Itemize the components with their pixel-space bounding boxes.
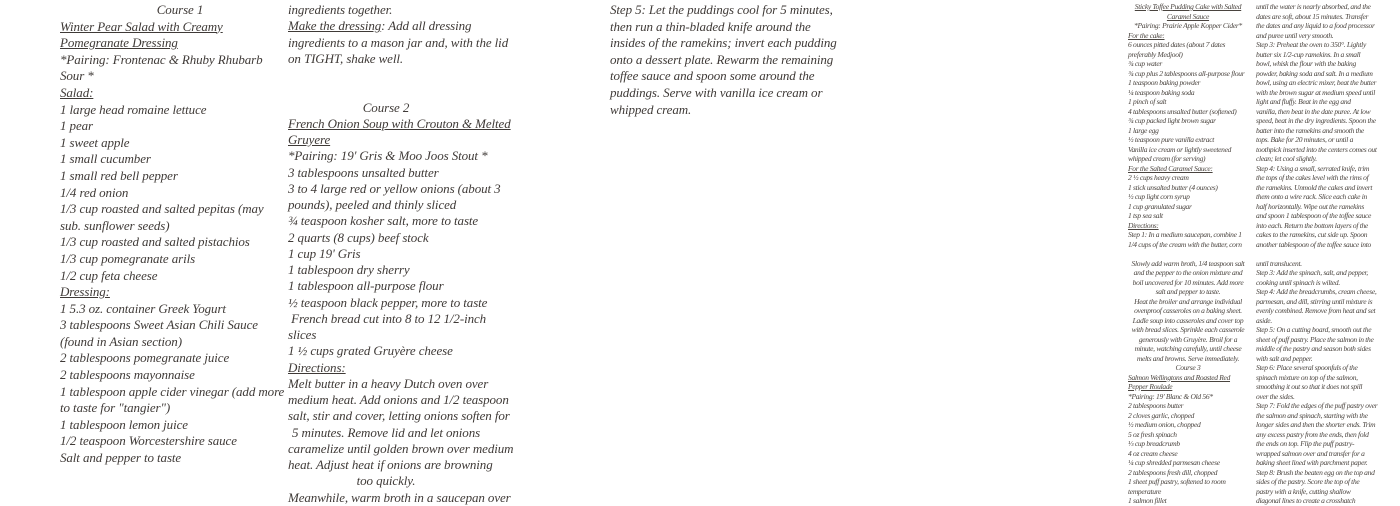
text-line: until the water is nearly absorbed, and the — [1256, 2, 1371, 11]
text-line: sheet of puff pastry. Place the salmon in the — [1256, 334, 1374, 344]
text-line: vanilla, then beat in the date puree. At low — [1256, 106, 1371, 116]
text-line: Step 8: Brush the beaten egg on the top and — [1256, 467, 1375, 477]
text-line: tops. Bake for 20 minutes, or until a — [1256, 135, 1354, 144]
text-line: until translucent. — [1256, 258, 1302, 268]
text-line: Sour * — [60, 68, 94, 84]
text-line: toffee sauce and spoon some around the — [610, 68, 815, 84]
text-line: pastry with a knife, cutting shallow — [1256, 486, 1351, 496]
text-line: cakes to the ramekins, cut side up. Spoon — [1256, 230, 1368, 239]
text-line: 1/3 cup roasted and salted pepitas (may — [60, 201, 264, 217]
text-line: too quickly. — [356, 473, 416, 489]
text-line: Heat the broiler and arrange individual — [1134, 296, 1242, 306]
text-line: 2 tablespoons butter — [1128, 401, 1184, 410]
text-line — [1128, 249, 1248, 259]
text-line: 2 tablespoons pomegranate juice — [60, 350, 230, 366]
text-line: the salmon and spinach, starting with the — [1256, 410, 1368, 420]
text-line: French bread cut into 8 to 12 1/2-inch — [288, 310, 487, 326]
text-line: 1 teaspoon baking powder — [1128, 78, 1201, 87]
text-line: into each. Return the bottom layers of the — [1256, 220, 1368, 230]
text-line: For the cake: — [1128, 30, 1165, 40]
text-line: another tablespoon of the toffee sauce into — [1256, 239, 1371, 249]
text-line: onto a dessert plate. Rewarm the remaining — [610, 51, 834, 67]
text-line: on TIGHT, shake well. — [288, 50, 404, 66]
text-line: 1 stick unsalted butter (4 ounces) — [1128, 182, 1218, 192]
text-line: heat. Adjust heat if onions are browning — [288, 457, 493, 472]
text-line: smoothing it out so that it does not spill — [1256, 382, 1363, 391]
text-line: 1 pear — [60, 118, 93, 134]
text-line: half horizontally. Wipe out the ramekins — [1256, 201, 1364, 211]
text-line: 1 ½ cups grated Gruyère cheese — [288, 343, 453, 359]
text-line: powder, baking soda and salt. In a medium — [1256, 68, 1373, 78]
text-line: Course 1 — [156, 2, 204, 17]
text-line: Course 3 — [1175, 363, 1201, 372]
text-line: ovenproof casseroles on a baking sheet. — [1134, 306, 1242, 315]
text-line: 5 oz fresh spinach — [1128, 429, 1177, 439]
text-line: Directions: — [288, 359, 346, 375]
text-line: and puree until very smooth. — [1256, 30, 1334, 40]
text-line: 2 tablespoons fresh dill, chopped — [1128, 467, 1218, 477]
text-line: caramelize until golden brown over medium — [288, 440, 514, 456]
text-line: 1 small red bell pepper — [60, 167, 178, 183]
text-line: 2 quarts (8 cups) beef stock — [288, 229, 429, 245]
text-line: Sticky Toffee Pudding Cake with Salted — [1134, 2, 1242, 11]
text-line: 4 tablespoons unsalted butter (softened) — [1128, 106, 1237, 116]
text-line: insides of the ramekins; invert each pudding — [610, 35, 837, 51]
dessert-step5-column — [610, 2, 836, 118]
text-line: 1 tablespoon all-purpose flour — [288, 278, 444, 294]
text-line — [1256, 249, 1374, 259]
text-line: Winter Pear Salad with Creamy — [60, 18, 223, 34]
text-line: Pepper Roulade — [1128, 382, 1173, 391]
text-line: with the brown sugar at medium speed until — [1256, 87, 1375, 97]
text-line: ½ cup light corn syrup — [1128, 192, 1190, 201]
text-line: the ramekins. Unmold the cakes and invert — [1256, 182, 1373, 192]
text-line: 1/3 cup pomegranate arils — [60, 250, 196, 266]
text-line: 4 oz cream cheese — [1128, 448, 1178, 458]
text-line: 2 ½ cups heavy cream — [1128, 173, 1189, 182]
text-line: ½ teaspoon black pepper, more to taste — [288, 294, 488, 310]
text-line: *Pairing: Prairie Apple Kopper Cider* — [1134, 21, 1242, 30]
text-line: ⅓ cup breadcrumb — [1128, 439, 1180, 448]
text-line: Step 7: Fold the edges of the puff pastry over — [1256, 401, 1378, 410]
text-line: 1 tablespoon apple cider vinegar (add more — [60, 383, 285, 399]
text-line: 2 tablespoons mayonnaise — [60, 367, 195, 383]
text-line: dates are soft, about 15 minutes. Transfer — [1256, 11, 1369, 21]
text-line: Melt butter in a heavy Dutch oven over — [288, 375, 489, 391]
text-line: 1 cup granulated sugar — [1128, 201, 1192, 211]
text-line: and the pepper to the onion mixture and — [1133, 268, 1243, 277]
text-line: 3 tablespoons Sweet Asian Chili Sauce — [60, 317, 258, 333]
text-line: Slowly add warm broth, 1/4 teaspoon salt — [1131, 258, 1245, 268]
text-line: bowl, using an electric mixer, beat the butter — [1256, 78, 1377, 87]
text-line: Step 3: Preheat the oven to 350°. Lightly — [1256, 40, 1366, 49]
text-line: *Pairing: 19' Blanc & Old 56* — [1128, 391, 1213, 401]
text-line: 3 tablespoons unsalted butter — [288, 164, 439, 180]
text-line: butter six 1/2-cup ramekins. In a small — [1256, 49, 1361, 59]
text-line: longer sides and then the shorter ends. Trim — [1256, 420, 1376, 429]
text-line: 1/4 red onion — [60, 184, 129, 200]
text-line: 6 ounces pitted dates (about 7 dates — [1128, 40, 1226, 49]
text-line: Meanwhile, warm broth in a saucepan over — [288, 489, 511, 505]
text-line: ¼ teaspoon baking soda — [1128, 87, 1195, 97]
course-1-salad-column — [60, 2, 300, 467]
text-line: middle of the pastry and season both sides — [1256, 344, 1371, 353]
text-line: Course 2 — [362, 99, 410, 115]
text-line: puddings. Serve with vanilla ice cream or — [610, 84, 823, 100]
text-line: minute, watching carefully, until cheese — [1134, 344, 1242, 353]
text-line: (found in Asian section) — [60, 333, 182, 349]
text-line: 1 large egg — [1128, 125, 1159, 135]
text-line: over the sides. — [1256, 391, 1295, 401]
text-line: Step 6: Place several spoonfuls of the — [1256, 363, 1358, 372]
text-line: 3 to 4 large red or yellow onions (about 3 — [288, 180, 501, 196]
text-line: 1/4 cups of the cream with the butter, corn — [1128, 239, 1242, 249]
text-line: Step 4: Using a small, serrated knife, trim — [1256, 163, 1370, 173]
text-line: Gruyere — [288, 132, 331, 147]
text-line: speed, beat in the dry ingredients. Spoon the — [1256, 116, 1376, 125]
text-line: ¾ cup plus 2 tablespoons all-purpose flour — [1128, 68, 1245, 78]
text-line: whipped cream. — [610, 101, 692, 117]
text-line: Ladle soup into casseroles and cover top — [1132, 315, 1244, 325]
text-line: Vanilla ice cream or lightly sweetened — [1128, 144, 1232, 154]
text-line: the ends on top. Flip the puff pastry- — [1256, 439, 1355, 448]
text-line: the dates and any liquid to a food processor — [1256, 21, 1375, 30]
text-line: the tops of the cakes level with the rims of — [1256, 173, 1369, 182]
text-line: cooking until spinach is wilted. — [1256, 277, 1340, 287]
text-line: wrapped salmon over and transfer for a — [1256, 448, 1365, 458]
text-line: 1/3 cup roasted and salted pistachios — [60, 234, 250, 250]
text-line: whipped cream (for serving) — [1128, 154, 1206, 163]
text-line: Step 5: On a cutting board, smooth out the — [1256, 325, 1372, 334]
text-line: 1 small cucumber — [60, 151, 151, 167]
text-line: with bread slices. Sprinkle each casserole — [1131, 325, 1245, 334]
text-line: ½ medium onion, chopped — [1128, 420, 1201, 429]
text-line: ½ teaspoon pure vanilla extract — [1128, 135, 1215, 144]
text-line: evenly combined. Remove from heat and set — [1256, 306, 1376, 315]
text-line: baking sheet lined with parchment paper. — [1256, 458, 1368, 467]
text-line: diagonal lines to create a crosshatch — [1256, 496, 1356, 505]
text-line: Salt and pepper to taste — [60, 450, 182, 466]
text-line: 1 pinch of salt — [1128, 97, 1167, 106]
text-line: ¾ teaspoon kosher salt, more to taste — [288, 213, 479, 229]
text-line: spinach mixture on top of the salmon, — [1256, 372, 1358, 382]
text-line: Salmon Wellingtons and Roasted Red — [1128, 372, 1231, 382]
text-line: Step 5: Let the puddings cool for 5 minutes, — [610, 2, 833, 17]
text-line: to taste for "tangier") — [60, 400, 171, 416]
text-line: French Onion Soup with Crouton & Melted — [288, 115, 511, 131]
text-line: 1 large head romaine lettuce — [60, 101, 207, 117]
text-line: 5 minutes. Remove lid and let onions — [291, 424, 481, 440]
text-line: Step 3: Add the spinach, salt, and pepper, — [1256, 268, 1368, 277]
text-line: with salt and pepper. — [1256, 353, 1313, 363]
text-line: 2 cloves garlic, chopped — [1128, 410, 1195, 420]
text-line: pounds), peeled and thinly sliced — [288, 197, 457, 212]
text-line: 1 tablespoon lemon juice — [60, 416, 188, 432]
text-line — [288, 67, 484, 83]
text-line: Pomegranate Dressing — [60, 35, 178, 51]
text-line: 1 tablespoon dry sherry — [288, 262, 410, 277]
sticky-toffee-and-course-3-column — [1128, 2, 1248, 506]
text-line: salt, stir and cover, letting onions soften for — [288, 408, 510, 424]
text-line: aside. — [1256, 315, 1272, 325]
text-line: then run a thin-bladed knife around the — [610, 18, 811, 34]
text-line: *Pairing: Frontenac & Rhuby Rhubarb — [60, 51, 263, 67]
text-line: Salad: — [60, 84, 94, 100]
text-line: *Pairing: 19' Gris & Moo Joos Stout * — [288, 148, 488, 164]
text-line: 1 salmon fillet — [1128, 496, 1167, 505]
course-2-soup-column — [288, 2, 514, 506]
text-line: clean; let cool slightly. — [1256, 154, 1317, 163]
text-line: Step 4: Add the breadcrumbs, cream cheese, — [1256, 287, 1377, 296]
text-line: 1 cup 19' Gris — [288, 245, 361, 261]
text-line: salt and pepper to taste. — [1155, 287, 1221, 296]
text-line: and spoon 1 tablespoon of the toffee sauce — [1256, 211, 1372, 220]
text-line: Make the dressing: Add all dressing — [288, 18, 472, 34]
text-line: temperature — [1128, 486, 1162, 496]
text-line: 1 tsp sea salt — [1128, 211, 1163, 220]
text-line: Step 1: In a medium saucepan, combine 1 — [1128, 230, 1242, 239]
text-line: 1 sheet puff pastry, softened to room — [1128, 477, 1226, 486]
text-line: 1 sweet apple — [60, 134, 130, 150]
text-line: Dressing: — [60, 284, 110, 300]
text-line: ¼ cup shredded parmesan cheese — [1128, 458, 1220, 467]
text-line: sub. sunflower seeds) — [60, 217, 170, 233]
text-line: boil uncovered for 10 minutes. Add more — [1132, 277, 1244, 287]
text-line: ¾ cup water — [1128, 59, 1162, 68]
text-line: Directions: — [1128, 220, 1159, 230]
text-line: generously with Gruyère. Broil for a — [1138, 334, 1238, 344]
text-line: preferably Medjool) — [1128, 49, 1183, 59]
text-line: ¾ cup packed light brown sugar — [1128, 116, 1216, 125]
text-line: any excess pastry from the ends, then fold — [1256, 429, 1369, 439]
text-line: Caramel Sauce — [1166, 11, 1210, 21]
text-line: 1/2 cup feta cheese — [60, 267, 158, 283]
text-line: batter into the ramekins and smooth the — [1256, 125, 1364, 135]
text-line: medium heat. Add onions and 1/2 teaspoon — [288, 392, 509, 407]
text-line: slices — [288, 327, 317, 342]
text-line: For the Salted Caramel Sauce: — [1128, 163, 1213, 173]
text-line: sides of the pastry. Score the top of the — [1256, 477, 1360, 486]
text-line: bowl, whisk the flour with the baking — [1256, 59, 1356, 68]
text-line: them onto a wire rack. Slice each cake in — [1256, 192, 1367, 201]
text-line: parmesan, and dill, stirring until mixture is — [1256, 296, 1373, 306]
text-line: light and fluffy. Beat in the egg and — [1256, 97, 1351, 106]
text-line — [288, 83, 484, 99]
text-line: 1/2 teaspoon Worcestershire sauce — [60, 433, 237, 449]
text-line: ingredients to a mason jar and, with the lid — [288, 34, 509, 50]
text-line: toothpick inserted into the centers comes out — [1256, 144, 1377, 154]
text-line: melts and browns. Serve immediately. — [1136, 353, 1240, 363]
text-line: ingredients together. — [288, 2, 393, 17]
cake-and-salmon-directions-column — [1256, 2, 1378, 506]
text-line: 1 5.3 oz. container Greek Yogurt — [60, 300, 226, 316]
